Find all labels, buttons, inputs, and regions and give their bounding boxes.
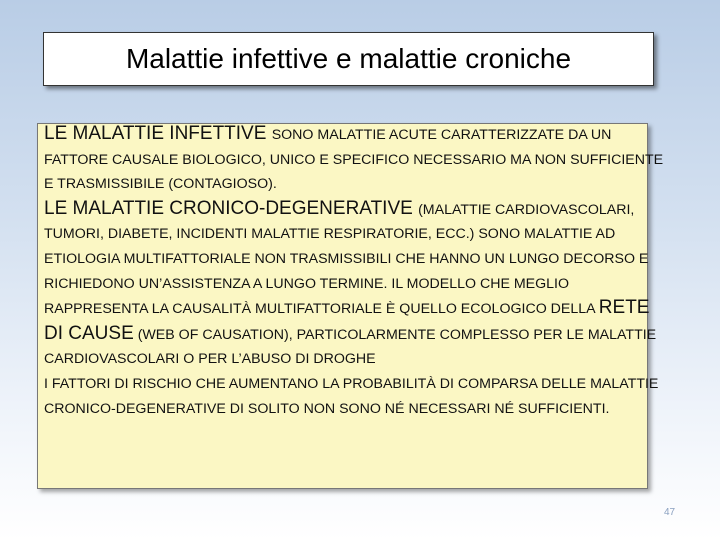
- content-text: [44, 122, 664, 421]
- paragraph-risk-factors: I FATTORI DI RISCHIO CHE AUMENTANO LA PROBABILITÀ DI COMPARSA DELLE MALATTIE CRONICO-DEGENERATIVE DI SOLITO NON SONO NÉ NECESSARI NÉ SUFFICIENTI.: [44, 375, 659, 417]
- paragraph-chronic: [44, 197, 664, 372]
- chronic-body-2: (WEB OF CAUSATION), PARTICOLARMENTE COMPLESSO PER LE MALATTIE CARDIOVASCOLARI O PER L’ABUSO DI DROGHE: [44, 326, 657, 368]
- paragraph-infective: [44, 122, 664, 197]
- infective-body: SONO MALATTIE ACUTE CARATTERIZZATE DA UN FATTORE CAUSALE BIOLOGICO, UNICO E SPECIFICO NECESSARIO MA NON SUFFICIENTE E TRASMISSIBILE (CONTAGIOSO).: [44, 127, 664, 193]
- chronic-body-1: (MALATTIE CARDIOVASCOLARI, TUMORI, DIABETE, INCIDENTI MALATTIE RESPIRATORIE, ECC.) SONO MALATTIE AD ETIOLOGIA MULTIFATTORIALE NON TRASMISSIBILI CHE HANNO UN LUNGO DECORSO E RICHIEDONO UN’ASSISTENZA A LUNGO TERMINE. IL MODELLO CHE MEGLIO RAPPRESENTA LA CAUSALITÀ MULTIFATTORIALE È QUELLO ECOLOGICO DELLA: [44, 201, 649, 318]
- slide-number: 47: [664, 507, 676, 518]
- infective-heading: LE MALATTIE INFETTIVE: [44, 123, 272, 144]
- title-box: [43, 32, 654, 86]
- chronic-heading: LE MALATTIE CRONICO-DEGENERATIVE: [44, 197, 419, 219]
- slide-title: Malattie infettive e malattie croniche: [125, 43, 572, 74]
- web-of-causes-term: RETE DI CAUSE: [44, 297, 650, 344]
